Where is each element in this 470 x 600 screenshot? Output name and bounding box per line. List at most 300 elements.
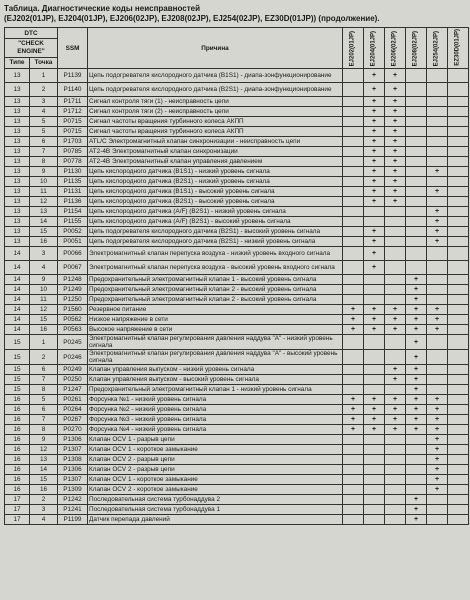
ssm-cell: P1242 <box>58 495 88 505</box>
engine-mark-cell <box>427 117 448 127</box>
point-cell: 5 <box>30 395 58 405</box>
point-cell: 1 <box>30 69 58 83</box>
type-cell: 13 <box>5 137 30 147</box>
point-cell: 2 <box>30 495 58 505</box>
engine-mark-cell <box>448 177 469 187</box>
engine-mark-cell: + <box>406 385 427 395</box>
engine-mark-cell: + <box>427 415 448 425</box>
table-row <box>5 405 469 415</box>
engine-mark-cell <box>406 117 427 127</box>
engine-mark-cell: + <box>427 237 448 247</box>
type-cell: 13 <box>5 157 30 167</box>
engine-mark-cell <box>406 187 427 197</box>
ssm-cell: P1250 <box>58 295 88 305</box>
engine-header-6: EZ30D(01JP) <box>448 28 469 69</box>
point-cell: 11 <box>30 295 58 305</box>
engine-mark-cell <box>427 197 448 207</box>
type-cell: 13 <box>5 107 30 117</box>
engine-mark-cell: + <box>364 97 385 107</box>
engine-mark-cell: + <box>406 375 427 385</box>
engine-mark-cell <box>385 455 406 465</box>
engine-header-4: EJ208(02JP) <box>406 28 427 69</box>
engine-mark-cell <box>343 261 364 275</box>
engine-mark-cell <box>364 485 385 495</box>
type-cell: 15 <box>5 365 30 375</box>
cause-cell: Высокое напряжение в сети <box>88 325 343 335</box>
engine-mark-cell <box>343 385 364 395</box>
ssm-cell: P1712 <box>58 107 88 117</box>
engine-mark-cell <box>427 350 448 365</box>
engine-mark-cell <box>364 350 385 365</box>
ssm-cell: P1306 <box>58 465 88 475</box>
engine-mark-cell <box>448 295 469 305</box>
table-row <box>5 137 469 147</box>
engine-mark-cell <box>385 247 406 261</box>
ssm-cell: P1199 <box>58 515 88 525</box>
engine-mark-cell: + <box>427 167 448 177</box>
engine-mark-cell <box>385 285 406 295</box>
table-row <box>5 495 469 505</box>
engine-mark-cell: + <box>385 137 406 147</box>
engine-mark-cell: + <box>364 117 385 127</box>
point-cell: 9 <box>30 275 58 285</box>
table-row <box>5 415 469 425</box>
table-row <box>5 127 469 137</box>
engine-mark-cell <box>364 217 385 227</box>
ssm-cell: P0563 <box>58 325 88 335</box>
engine-mark-cell <box>364 455 385 465</box>
engine-mark-cell <box>343 147 364 157</box>
cause-cell: Электромагнитный клапан регулирования давления наддува "А" - высокий уровень сигнала <box>88 350 343 365</box>
engine-mark-cell <box>427 69 448 83</box>
ssm-cell: P1130 <box>58 167 88 177</box>
engine-mark-cell <box>448 315 469 325</box>
cause-header: Причина <box>88 28 343 69</box>
engine-mark-cell <box>385 485 406 495</box>
engine-mark-cell: + <box>364 415 385 425</box>
cause-cell: Цепь кислородного датчика (B1S1) - высокий уровень сигнала <box>88 187 343 197</box>
engine-mark-cell: + <box>427 485 448 495</box>
cause-cell: Цепь подогревателя кислородного датчика (B2S1) - диапа-зонфункционирование <box>88 83 343 97</box>
type-cell: 13 <box>5 217 30 227</box>
engine-mark-cell <box>406 83 427 97</box>
table-row <box>5 83 469 97</box>
table-row <box>5 315 469 325</box>
engine-mark-cell: + <box>343 405 364 415</box>
point-cell: 12 <box>30 305 58 315</box>
engine-header-2: EJ204(01JP) <box>364 28 385 69</box>
engine-mark-cell: + <box>364 395 385 405</box>
engine-mark-cell <box>448 445 469 455</box>
point-cell: 4 <box>30 515 58 525</box>
engine-mark-cell <box>448 515 469 525</box>
table-row <box>5 505 469 515</box>
engine-mark-cell: + <box>385 425 406 435</box>
engine-mark-cell: + <box>427 475 448 485</box>
point-cell: 6 <box>30 137 58 147</box>
cause-cell: Предохранительный электромагнитный клапан 1 - низкий уровень сигнала <box>88 385 343 395</box>
type-cell: 16 <box>5 455 30 465</box>
engine-mark-cell <box>385 295 406 305</box>
engine-mark-cell <box>343 177 364 187</box>
point-cell: 14 <box>30 465 58 475</box>
engine-mark-cell: + <box>364 261 385 275</box>
engine-mark-cell <box>343 375 364 385</box>
engine-mark-cell <box>343 285 364 295</box>
engine-mark-cell: + <box>427 465 448 475</box>
engine-mark-cell <box>343 83 364 97</box>
table-row <box>5 177 469 187</box>
engine-mark-cell <box>364 515 385 525</box>
type-cell: 16 <box>5 425 30 435</box>
engine-mark-cell <box>448 237 469 247</box>
engine-mark-cell: + <box>364 315 385 325</box>
engine-mark-cell: + <box>364 227 385 237</box>
engine-mark-cell: + <box>406 505 427 515</box>
type-cell: 13 <box>5 197 30 207</box>
engine-mark-cell: + <box>427 305 448 315</box>
engine-mark-cell <box>385 275 406 285</box>
cause-cell: Предохранительный электромагнитный клапан 2 - высокий уровень сигнала <box>88 295 343 305</box>
engine-mark-cell: + <box>406 335 427 350</box>
cause-cell: Клапан OCV 1 - разрыв цепи <box>88 435 343 445</box>
cause-cell: Клапан OCV 2 - разрыв цепи <box>88 465 343 475</box>
cause-cell: Клапан OCV 2 - разрыв цепи <box>88 455 343 465</box>
engine-mark-cell: + <box>406 395 427 405</box>
engine-mark-cell <box>364 335 385 350</box>
engine-mark-cell <box>448 261 469 275</box>
engine-mark-cell: + <box>364 127 385 137</box>
engine-mark-cell: + <box>364 69 385 83</box>
engine-mark-cell <box>364 465 385 475</box>
ssm-cell: P0778 <box>58 157 88 167</box>
engine-mark-cell <box>448 350 469 365</box>
engine-mark-cell: + <box>427 227 448 237</box>
ssm-cell: P0270 <box>58 425 88 435</box>
table-row <box>5 167 469 177</box>
engine-mark-cell <box>427 335 448 350</box>
point-cell: 5 <box>30 117 58 127</box>
point-header: Точка <box>30 57 58 68</box>
engine-mark-cell: + <box>343 395 364 405</box>
engine-mark-cell <box>364 285 385 295</box>
point-cell: 16 <box>30 485 58 495</box>
engine-mark-cell <box>448 247 469 261</box>
engine-mark-cell <box>364 445 385 455</box>
engine-mark-cell <box>385 515 406 525</box>
cause-cell: Цепь подогревателя кислородного датчика (B1S1) - диапа-зонфункционирование <box>88 69 343 83</box>
ssm-header: SSM <box>58 28 88 69</box>
point-cell: 6 <box>30 405 58 415</box>
engine-mark-cell <box>448 207 469 217</box>
type-cell: 15 <box>5 335 30 350</box>
ssm-cell: P1154 <box>58 207 88 217</box>
type-cell: 14 <box>5 261 30 275</box>
engine-mark-cell <box>406 147 427 157</box>
engine-mark-cell <box>448 385 469 395</box>
engine-mark-cell <box>427 261 448 275</box>
point-cell: 14 <box>30 217 58 227</box>
engine-mark-cell <box>448 405 469 415</box>
cause-cell: Сигнал контроля тяги (2) - неисправность цепи <box>88 107 343 117</box>
table-row <box>5 375 469 385</box>
type-cell: 16 <box>5 395 30 405</box>
cause-cell: Электромагнитный клапан регулирования давления наддува "А" - низкий уровень сигнала <box>88 335 343 350</box>
point-cell: 16 <box>30 237 58 247</box>
ssm-cell: P1140 <box>58 83 88 97</box>
engine-mark-cell <box>385 261 406 275</box>
engine-mark-cell: + <box>364 177 385 187</box>
ssm-cell: P0715 <box>58 127 88 137</box>
engine-mark-cell <box>343 157 364 167</box>
cause-cell: АТ2-4В Электромагнитный клапан синхронизации <box>88 147 343 157</box>
table-row <box>5 247 469 261</box>
engine-mark-cell: + <box>343 415 364 425</box>
ssm-cell: P1308 <box>58 455 88 465</box>
engine-mark-cell <box>427 97 448 107</box>
table-row <box>5 69 469 83</box>
point-cell: 9 <box>30 167 58 177</box>
cause-cell: Предохранительный электромагнитный клапан 1 - высокий уровень сигнала <box>88 275 343 285</box>
type-cell: 14 <box>5 295 30 305</box>
engine-mark-cell: + <box>406 515 427 525</box>
engine-mark-cell: + <box>343 315 364 325</box>
table-row <box>5 285 469 295</box>
ssm-cell: P1131 <box>58 187 88 197</box>
engine-mark-cell: + <box>427 395 448 405</box>
engine-mark-cell <box>427 247 448 261</box>
engine-mark-cell <box>364 295 385 305</box>
engine-mark-cell: + <box>385 375 406 385</box>
engine-mark-cell <box>406 237 427 247</box>
ssm-cell: P1307 <box>58 445 88 455</box>
engine-mark-cell <box>343 515 364 525</box>
cause-cell: Клапан управления выпуском - высокий уровень сигнала <box>88 375 343 385</box>
type-cell: 14 <box>5 305 30 315</box>
engine-mark-cell <box>427 505 448 515</box>
engine-mark-cell: + <box>385 395 406 405</box>
engine-mark-cell <box>385 335 406 350</box>
engine-mark-cell <box>448 107 469 117</box>
engine-mark-cell <box>343 485 364 495</box>
engine-mark-cell <box>343 237 364 247</box>
caption-line-2: (EJ202(01JP), EJ204(01JP), EJ206(02JP), EJ208(02JP), EJ254(02JP), EZ30D(01JP)) (продолжение). <box>4 14 380 23</box>
engine-mark-cell: + <box>427 455 448 465</box>
ssm-cell: P0715 <box>58 117 88 127</box>
cause-cell: АТ2-4В Электромагнитный клапан управления давлением <box>88 157 343 167</box>
engine-mark-cell: + <box>343 305 364 315</box>
cause-cell: Последовательная система турбонаддува 1 <box>88 505 343 515</box>
point-cell: 15 <box>30 315 58 325</box>
type-cell: 14 <box>5 275 30 285</box>
cause-cell: Предохранительный электромагнитный клапан 2 - высокий уровень сигнала <box>88 285 343 295</box>
engine-mark-cell <box>343 475 364 485</box>
ssm-cell: P1248 <box>58 275 88 285</box>
engine-mark-cell <box>448 375 469 385</box>
engine-mark-cell <box>448 127 469 137</box>
engine-mark-cell: + <box>427 405 448 415</box>
engine-mark-cell <box>406 247 427 261</box>
engine-mark-cell <box>448 83 469 97</box>
engine-mark-cell <box>427 385 448 395</box>
type-cell: 15 <box>5 350 30 365</box>
engine-mark-cell <box>406 465 427 475</box>
table-row <box>5 187 469 197</box>
engine-mark-cell <box>406 127 427 137</box>
type-cell: 14 <box>5 285 30 295</box>
cause-cell: Форсунка №3 - низкий уровень сигнала <box>88 415 343 425</box>
type-cell: 15 <box>5 385 30 395</box>
cause-cell: Форсунка №1 - низкий уровень сигнала <box>88 395 343 405</box>
ssm-cell: P0264 <box>58 405 88 415</box>
table-row <box>5 435 469 445</box>
ssm-cell: P1135 <box>58 177 88 187</box>
ssm-cell: P1249 <box>58 285 88 295</box>
table-row <box>5 97 469 107</box>
engine-mark-cell <box>448 435 469 445</box>
engine-mark-cell: + <box>364 107 385 117</box>
engine-mark-cell: + <box>406 425 427 435</box>
table-row <box>5 227 469 237</box>
engine-mark-cell <box>343 445 364 455</box>
ssm-cell: P1241 <box>58 505 88 515</box>
engine-mark-cell: + <box>364 167 385 177</box>
type-cell: 13 <box>5 147 30 157</box>
engine-mark-cell <box>343 137 364 147</box>
cause-cell: Сигнал частоты вращения турбинного колеса АКПП <box>88 127 343 137</box>
engine-mark-cell <box>427 137 448 147</box>
engine-header-5: EJ254(02JP) <box>427 28 448 69</box>
point-cell: 9 <box>30 435 58 445</box>
engine-mark-cell: + <box>406 275 427 285</box>
engine-mark-cell: + <box>427 325 448 335</box>
engine-mark-cell <box>448 187 469 197</box>
engine-mark-cell <box>406 167 427 177</box>
engine-mark-cell: + <box>364 305 385 315</box>
cause-cell: Сигнал частоты вращения турбинного колеса АКПП <box>88 117 343 127</box>
engine-mark-cell <box>343 365 364 375</box>
cause-cell: Электромагнитный клапан перепуска воздуха - низкий уровень входного сигнала <box>88 247 343 261</box>
ssm-cell: P0250 <box>58 375 88 385</box>
engine-mark-cell <box>427 147 448 157</box>
engine-mark-cell: + <box>385 365 406 375</box>
engine-mark-cell: + <box>385 83 406 97</box>
engine-mark-cell <box>343 275 364 285</box>
table-row <box>5 425 469 435</box>
cause-cell: Цепь подогревателя кислородного датчика (B2S1) - низкий уровень сигнала <box>88 237 343 247</box>
caption-line-1: Таблица. Диагностические коды неисправностей <box>4 4 201 13</box>
type-cell: 16 <box>5 475 30 485</box>
engine-mark-cell <box>448 395 469 405</box>
engine-mark-cell <box>343 117 364 127</box>
engine-mark-cell <box>448 227 469 237</box>
cause-cell: Форсунка №4 - низкий уровень сигнала <box>88 425 343 435</box>
ssm-cell: P1560 <box>58 305 88 315</box>
engine-mark-cell <box>343 97 364 107</box>
engine-mark-cell: + <box>343 425 364 435</box>
engine-mark-cell <box>364 475 385 485</box>
type-cell: 16 <box>5 445 30 455</box>
table-row <box>5 117 469 127</box>
engine-mark-cell: + <box>385 405 406 415</box>
ssm-cell: P0245 <box>58 335 88 350</box>
table-row <box>5 365 469 375</box>
point-cell: 7 <box>30 415 58 425</box>
engine-mark-cell <box>448 197 469 207</box>
engine-mark-cell: + <box>406 365 427 375</box>
engine-mark-cell <box>448 475 469 485</box>
table-row <box>5 147 469 157</box>
engine-mark-cell: + <box>427 315 448 325</box>
engine-mark-cell <box>427 275 448 285</box>
point-cell: 8 <box>30 157 58 167</box>
cause-cell: Цепь кислородного датчика (A/F) (B2S1) - низкий уровень сигнала <box>88 207 343 217</box>
engine-mark-cell <box>343 435 364 445</box>
engine-mark-cell <box>406 107 427 117</box>
engine-mark-cell <box>427 157 448 167</box>
type-cell: 13 <box>5 237 30 247</box>
cause-cell: Последовательная система турбонаддува 2 <box>88 495 343 505</box>
engine-mark-cell <box>406 217 427 227</box>
engine-mark-cell <box>448 69 469 83</box>
point-cell: 10 <box>30 177 58 187</box>
engine-mark-cell <box>448 495 469 505</box>
engine-mark-cell <box>385 385 406 395</box>
cause-cell: Клапан OCV 1 - короткое замыкание <box>88 475 343 485</box>
engine-mark-cell: + <box>427 445 448 455</box>
engine-mark-cell <box>448 157 469 167</box>
engine-mark-cell <box>448 305 469 315</box>
type-cell: 16 <box>5 405 30 415</box>
engine-mark-cell <box>364 505 385 515</box>
engine-mark-cell: + <box>364 425 385 435</box>
engine-mark-cell: + <box>427 435 448 445</box>
point-cell: 1 <box>30 335 58 350</box>
point-cell: 10 <box>30 285 58 295</box>
type-cell: 15 <box>5 375 30 385</box>
engine-mark-cell <box>448 147 469 157</box>
table-row <box>5 325 469 335</box>
engine-mark-cell <box>385 227 406 237</box>
engine-mark-cell <box>448 325 469 335</box>
type-cell: 16 <box>5 485 30 495</box>
engine-mark-cell: + <box>385 415 406 425</box>
engine-mark-cell <box>343 197 364 207</box>
engine-mark-cell: + <box>385 167 406 177</box>
table-row <box>5 157 469 167</box>
ssm-cell: P1306 <box>58 435 88 445</box>
table-row <box>5 197 469 207</box>
table-row <box>5 237 469 247</box>
type-cell: 13 <box>5 83 30 97</box>
type-cell: 17 <box>5 515 30 525</box>
check-engine-header: "CHECK ENGINE" <box>5 39 58 58</box>
type-cell: 16 <box>5 415 30 425</box>
table-row <box>5 295 469 305</box>
engine-mark-cell <box>427 295 448 305</box>
engine-mark-cell: + <box>406 315 427 325</box>
point-cell: 8 <box>30 425 58 435</box>
ssm-cell: P1703 <box>58 137 88 147</box>
engine-mark-cell <box>343 505 364 515</box>
engine-mark-cell <box>448 365 469 375</box>
engine-mark-cell <box>343 217 364 227</box>
engine-mark-cell: + <box>343 325 364 335</box>
ssm-cell: P0052 <box>58 227 88 237</box>
type-cell: 14 <box>5 325 30 335</box>
engine-mark-cell <box>406 197 427 207</box>
table-row <box>5 350 469 365</box>
